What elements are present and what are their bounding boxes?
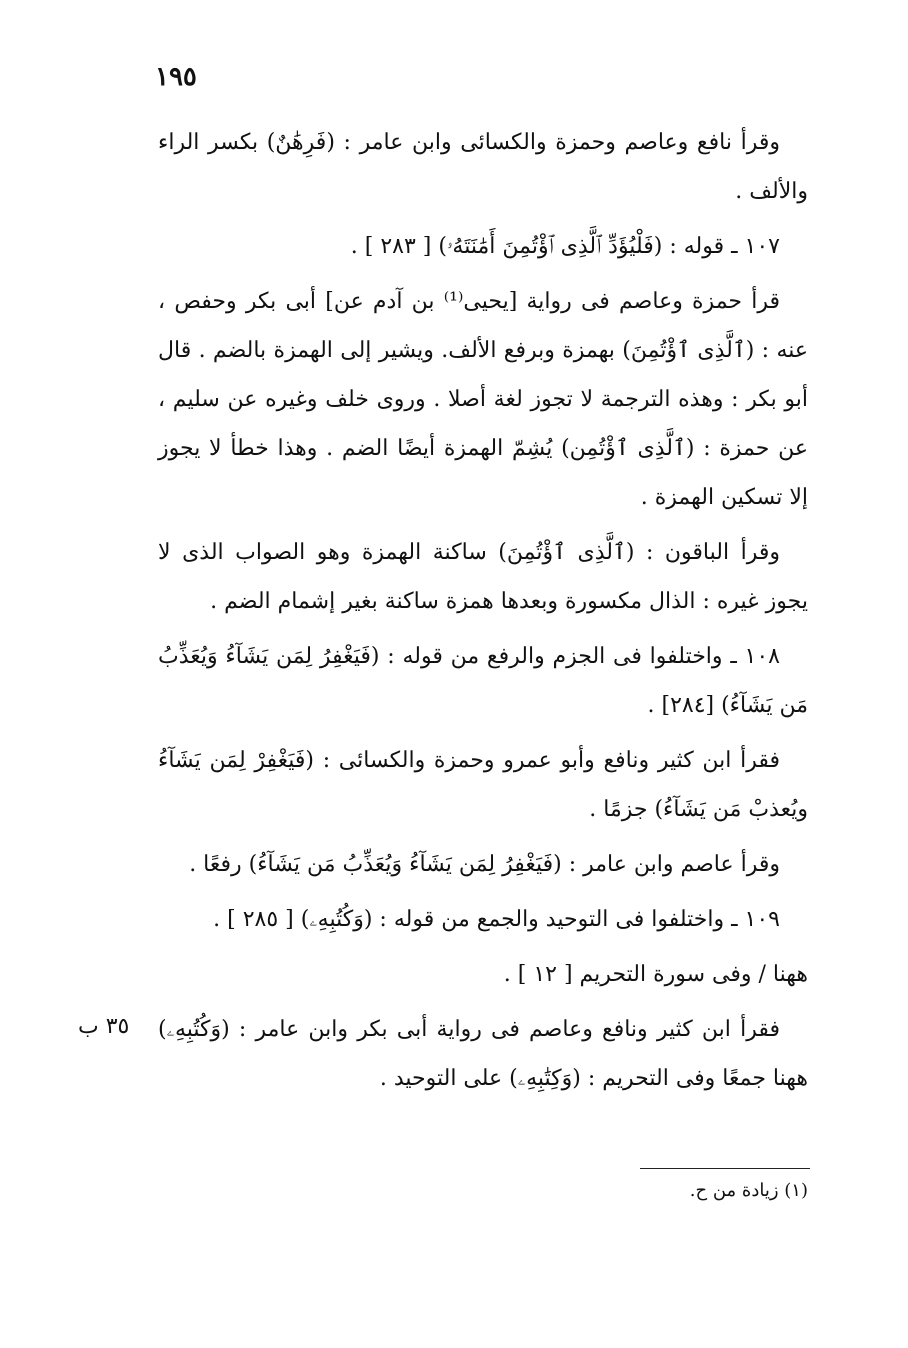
paragraph-reading-farihan: وقرأ نافع وعاصم وحمزة والكسائى وابن عامر : (فَرِهَٰنٌ) بكسر الراء والألف . bbox=[158, 130, 808, 204]
paragraph-raf-reading: وقرأ عاصم وابن عامر : (فَيَغْفِرُ لِمَن يَشَآءُ وَيُعَذِّبُ مَن يَشَآءُ) رفعًا . bbox=[189, 852, 780, 877]
paragraph-item-109: ١٠٩ ـ واختلفوا فى التوحيد والجمع من قوله : (وَكُتُبِهِۦ) [ ٢٨٥ ] . bbox=[213, 907, 780, 932]
margin-folio-note: ٣٥ ب bbox=[78, 1014, 130, 1039]
paragraph-tahrim-ref: ههنا / وفى سورة التحريم [ ١٢ ] . bbox=[503, 962, 808, 987]
paragraph-item-107: ١٠٧ ـ قوله : (فَلْيُؤَدِّ ٱلَّذِى ٱؤْتُمِنَ أَمَٰنَتَهُۥ) [ ٢٨٣ ] . bbox=[350, 234, 780, 259]
paragraph-hamza-reading: قرأ حمزة وعاصم فى رواية [يحيى⁽¹⁾ بن آدم عن] أبى بكر وحفص ، عنه : (ٱلَّذِى ٱؤْتُمِنَ) بهمزة وبرفع الألف. ويشير إلى الهمزة بالضم . قال أبو بكر : وهذه الترجمة لا تجوز لغة أصلا . وروى خلف وغيره عن سليم ، عن حمزة : (ٱلَّذِى ٱؤْتُمِن) يُشِمّ الهمزة أيضًا الضم . وهذا خطأ لا يجوز إلا تسكين الهمزة . bbox=[158, 289, 808, 510]
paragraph-item-108: ١٠٨ ـ واختلفوا فى الجزم والرفع من قوله : (فَيَغْفِرُ لِمَن يَشَآءُ وَيُعَذِّبُ مَن يَشَآءُ) [٢٨٤] . bbox=[158, 644, 808, 718]
footnote: (١) زيادة من ح. bbox=[689, 1180, 808, 1201]
paragraph-kutubihi-reading: فقرأ ابن كثير ونافع وعاصم فى رواية أبى بكر وابن عامر : (وَكُتُبِهِۦ) ههنا جمعًا وفى التحريم : (وَكِتَٰبِهِۦ) على التوحيد . bbox=[158, 1017, 808, 1091]
page-number: ١٩٥ bbox=[155, 62, 197, 92]
paragraph-jazm-reading: فقرأ ابن كثير ونافع وأبو عمرو وحمزة والكسائى : (فَيَغْفِرْ لِمَن يَشَآءُ ويُعذبْ مَن يَشَآءُ) جزمًا . bbox=[158, 748, 808, 822]
footnote-divider bbox=[640, 1168, 810, 1169]
paragraph-others-reading: وقرأ الباقون : (ٱلَّذِى ٱؤْتُمِنَ) ساكنة الهمزة وهو الصواب الذى لا يجوز غيره : الذال مكسورة وبعدها همزة ساكنة بغير إشمام الضم . bbox=[158, 540, 808, 614]
body-text bbox=[158, 118, 808, 1109]
